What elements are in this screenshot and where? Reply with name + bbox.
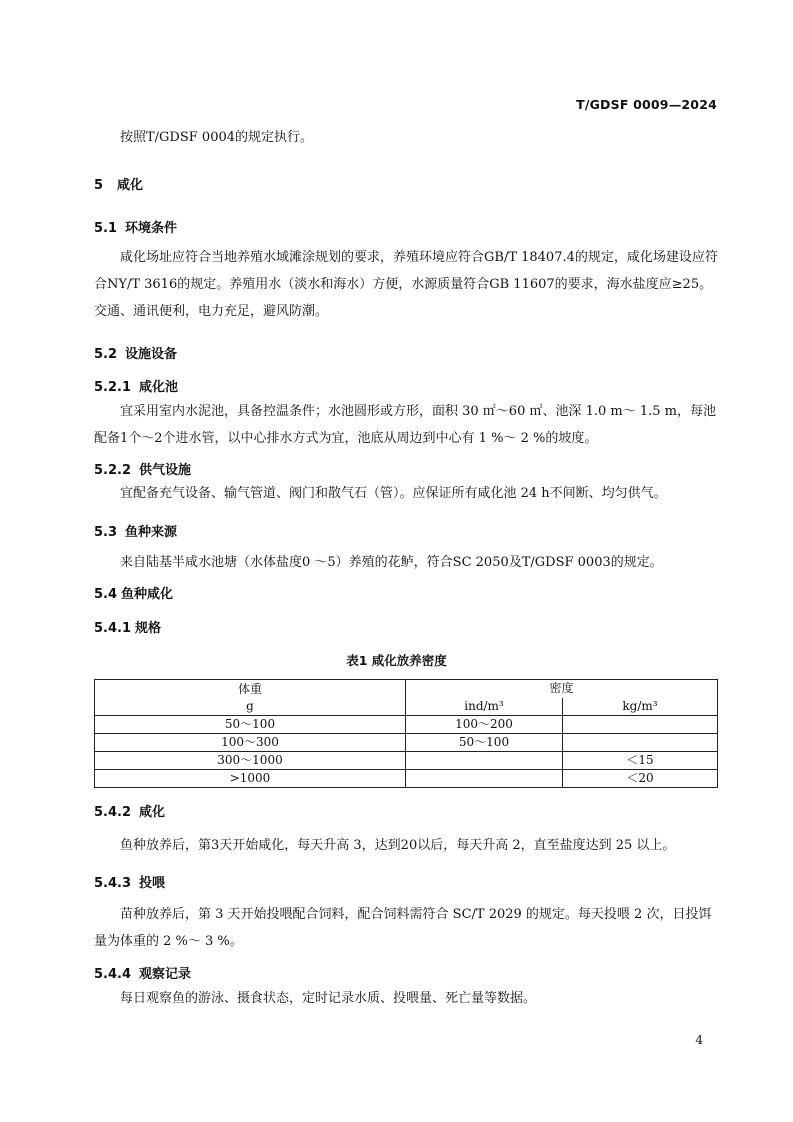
table-row [95, 716, 718, 734]
section-title: 咸化池 [139, 380, 179, 395]
section-title: 咸化 [139, 805, 166, 820]
table-row [95, 752, 718, 770]
cell-kg [563, 716, 718, 734]
cell-weight: >1000 [95, 770, 406, 788]
section-number: 5.2.1 [94, 380, 132, 395]
section-number: 5.2 [94, 347, 118, 362]
section-title: 鱼种咸化 [121, 587, 174, 602]
header-density: 密度 [406, 680, 718, 698]
section-number: 5.3 [94, 525, 118, 540]
section-title: 咸化 [117, 178, 144, 193]
intro-paragraph: 按照T/GDSF 0004的规定执行。 [120, 130, 314, 145]
section-5-2-2-heading [94, 459, 191, 478]
section-title: 供气设施 [139, 463, 192, 478]
table-row [95, 770, 718, 788]
section-number: 5.4.1 [94, 621, 132, 636]
cell-ind [406, 752, 563, 770]
table-header-row [95, 680, 718, 698]
section-5-4-heading [94, 583, 173, 602]
section-title: 鱼种来源 [125, 525, 178, 540]
section-title: 观察记录 [139, 967, 192, 982]
section-5-4-3-paragraph: 苗种放养后，第 3 天开始投喂配合饲料，配合饲料需符合 SC/T 2029 的规定。每天投喂 2 次，日投饵量为体重的 2 %～ 3 %。 [94, 907, 712, 949]
section-5-heading [94, 174, 143, 193]
section-5-4-3-heading [94, 872, 165, 891]
section-5-1-heading [94, 217, 177, 236]
section-5-4-1-heading [94, 617, 161, 636]
section-number: 5.1 [94, 221, 118, 236]
section-5-2-2-paragraph: 宜配备充气设备、输气管道、阀门和散气石（管）。应保证所有咸化池 24 h不间断、均匀供气。 [120, 486, 667, 501]
section-number: 5.2.2 [94, 463, 132, 478]
cell-weight: 300～1000 [95, 752, 406, 770]
table-caption: 表1 咸化放养密度 [346, 653, 447, 668]
section-5-4-4-heading [94, 963, 191, 982]
section-5-1-paragraph: 咸化场址应符合当地养殖水域滩涂规划的要求，养殖环境应符合GB/T 18407.4的规定，咸化场建设应符合NY/T 3616的规定。养殖用水（淡水和海水）方便，水源质量符合GB 11607的要求，海水盐度应≥25。交通、通讯便利，电力充足，避风防潮。 [94, 250, 718, 319]
section-number: 5 [94, 178, 104, 193]
document-code: T/GDSF 0009—2024 [576, 97, 717, 112]
section-5-4-2-heading [94, 801, 165, 820]
section-5-3-paragraph: 来自陆基半咸水池塘（水体盐度0 ～5）养殖的花鲈，符合SC 2050及T/GDSF 0003的规定。 [120, 555, 663, 570]
cell-weight: 50～100 [95, 716, 406, 734]
cell-kg: ＜20 [563, 770, 718, 788]
header-weight-label: 体重 [237, 681, 262, 696]
section-title: 环境条件 [125, 221, 178, 236]
header-ind: ind/m³ [406, 698, 563, 716]
section-title: 投喂 [139, 876, 166, 891]
cell-weight: 100～300 [95, 734, 406, 752]
page-number: 4 [695, 1033, 703, 1047]
section-5-4-4-paragraph: 每日观察鱼的游泳、摄食状态，定时记录水质、投喂量、死亡量等数据。 [120, 991, 537, 1006]
section-title: 设施设备 [125, 347, 178, 362]
section-5-2-1-paragraph: 宜采用室内水泥池，具备控温条件；水池圆形或方形，面积 30 ㎡～60 ㎡、池深 1.0 m～ 1.5 m，每池配备1个～2个进水管，以中心排水方式为宜，池底从周边到中心有 1 %～ 2 %的坡度。 [94, 404, 717, 446]
header-weight [95, 680, 406, 716]
section-5-4-2-paragraph: 鱼种放养后，第3天开始咸化，每天升高 3，达到20以后，每天升高 2，直至盐度达到 25 以上。 [120, 838, 676, 853]
cell-kg [563, 734, 718, 752]
header-weight-unit: g [246, 698, 254, 713]
section-title: 规格 [135, 621, 162, 636]
header-kg: kg/m³ [563, 698, 718, 716]
cell-ind [406, 770, 563, 788]
section-number: 5.4.4 [94, 967, 132, 982]
section-number: 5.4.2 [94, 805, 132, 820]
cell-ind: 50～100 [406, 734, 563, 752]
stocking-density-table [94, 679, 718, 788]
section-5-2-heading [94, 343, 177, 362]
cell-ind: 100～200 [406, 716, 563, 734]
section-number: 5.4 [94, 587, 118, 602]
section-5-2-1-heading [94, 376, 178, 395]
section-number: 5.4.3 [94, 876, 132, 891]
table-row [95, 734, 718, 752]
section-5-3-heading [94, 521, 177, 540]
cell-kg: ＜15 [563, 752, 718, 770]
